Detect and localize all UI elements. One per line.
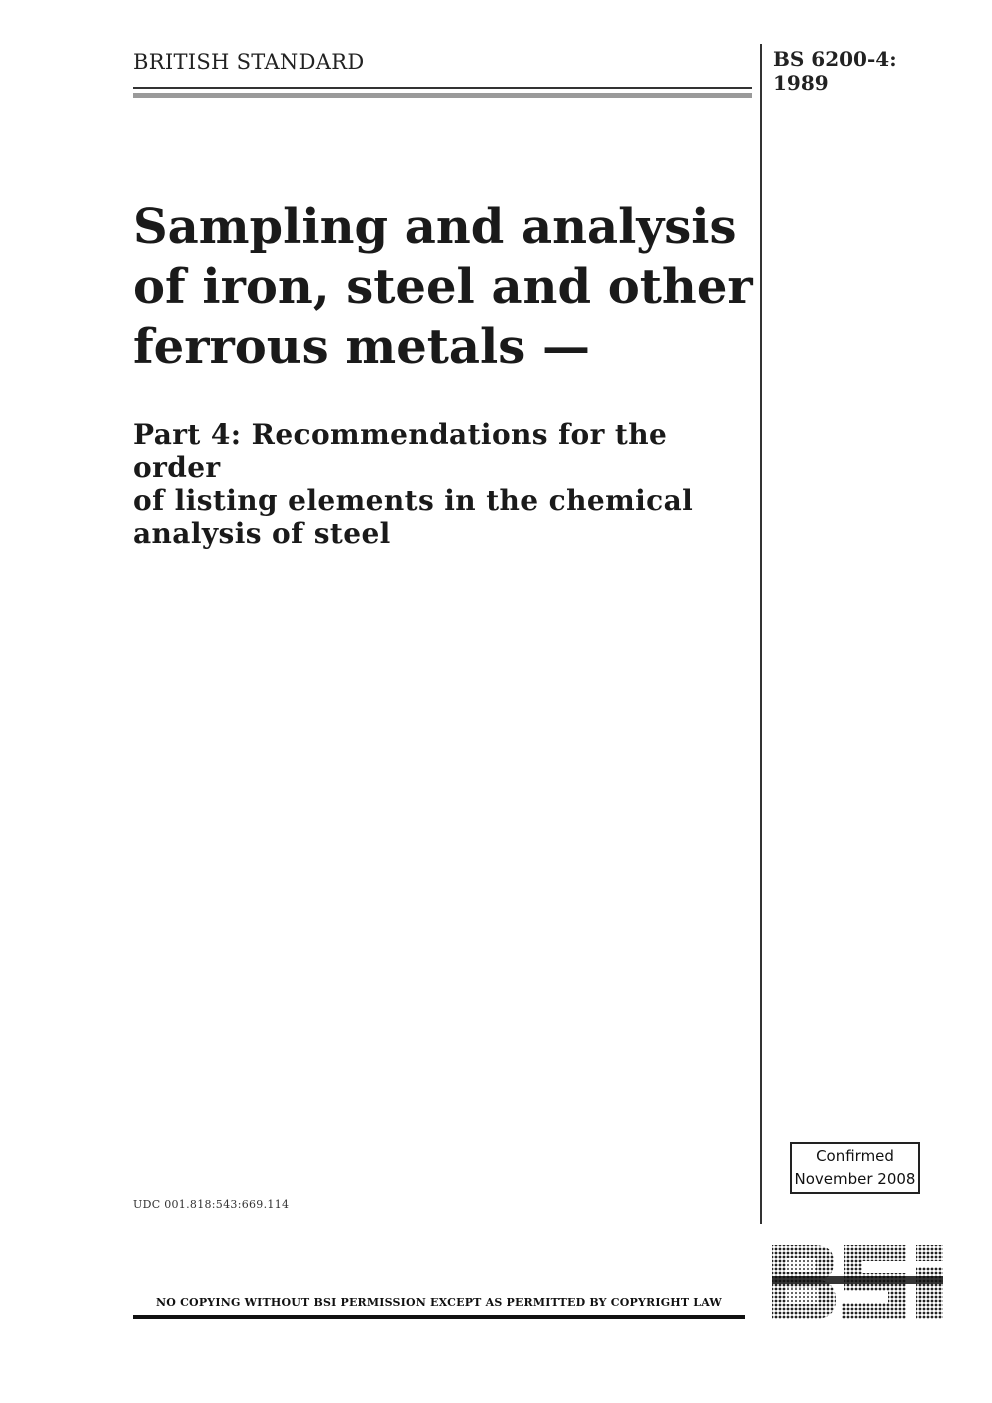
- document-subtitle: [133, 418, 753, 550]
- confirmed-line2: November 2008: [794, 1170, 916, 1188]
- title-line1: Sampling and analysis: [133, 199, 737, 255]
- subtitle-line3: analysis of steel: [133, 517, 391, 550]
- footer-rule: [133, 1315, 745, 1319]
- title-line2: of iron, steel and other: [133, 259, 753, 315]
- series-label: BRITISH STANDARD: [133, 50, 365, 74]
- standard-number: [773, 47, 897, 95]
- standard-number-line1: BS 6200-4:: [773, 47, 897, 71]
- title-line3: ferrous metals —: [133, 319, 590, 375]
- copyright-notice: NO COPYING WITHOUT BSI PERMISSION EXCEPT AS PERMITTED BY COPYRIGHT LAW: [156, 1296, 722, 1309]
- header-rule-grey: [133, 93, 752, 98]
- subtitle-line1: Part 4: Recommendations for the order: [133, 418, 668, 484]
- document-title: [133, 197, 753, 377]
- confirmed-status-box: [790, 1142, 920, 1194]
- udc-classification: UDC 001.818:543:669.114: [133, 1198, 290, 1211]
- bsi-logo-icon: [770, 1243, 945, 1321]
- confirmed-line1: Confirmed: [816, 1147, 894, 1165]
- header-rule-thin: [133, 87, 752, 89]
- standard-number-line2: 1989: [773, 71, 829, 95]
- margin-divider-line: [760, 44, 762, 1224]
- subtitle-line2: of listing elements in the chemical: [133, 484, 694, 517]
